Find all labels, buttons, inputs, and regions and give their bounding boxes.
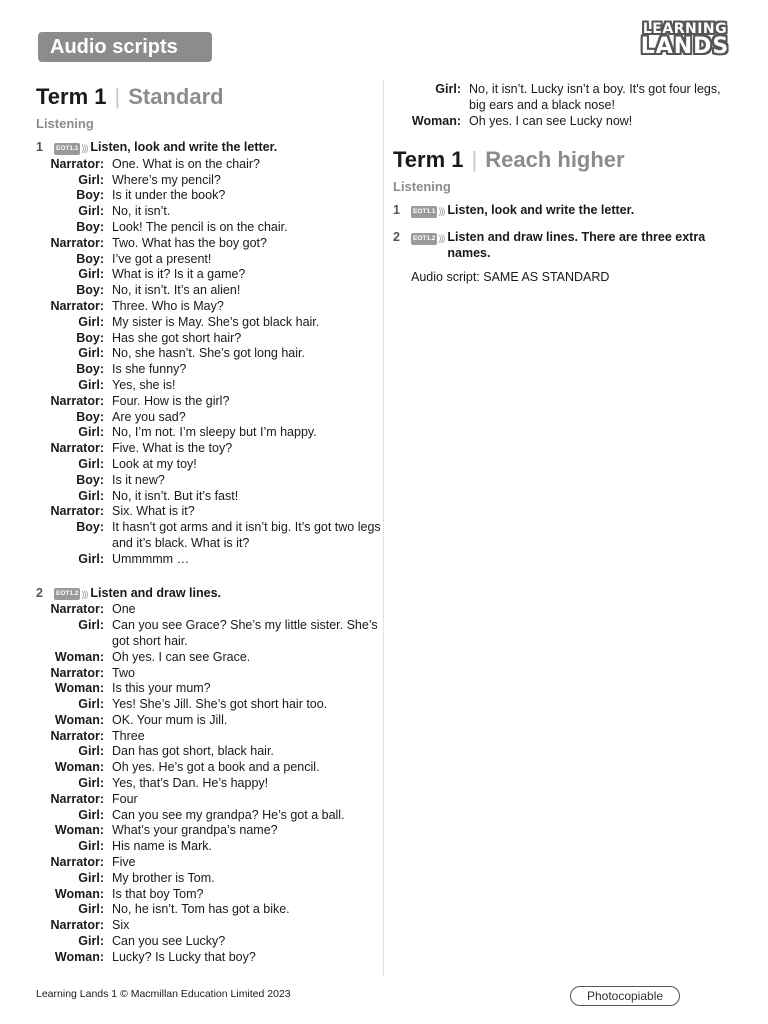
sound-waves-icon: ))) (438, 233, 445, 244)
heading-separator: | (114, 84, 121, 109)
speaker: Boy: (76, 520, 104, 535)
speaker: Woman: (54, 823, 104, 838)
exercise-list (36, 140, 381, 966)
dialogue-line (36, 602, 381, 618)
learning-lands-logo (638, 22, 732, 64)
speaker: Girl: (78, 204, 104, 219)
audio-track-icon (411, 204, 444, 220)
speaker: Girl: (78, 902, 104, 917)
dialogue-line (36, 855, 381, 871)
section-label: Listening (36, 116, 94, 131)
speaker: Narrator: (50, 602, 104, 617)
speaker: Girl: (78, 488, 104, 503)
speaker: Narrator: (50, 298, 104, 313)
dialogue-line (36, 839, 381, 855)
line-text: No, she hasn’t. She’s got long hair. (112, 346, 305, 361)
line-text: Is this your mum? (112, 681, 211, 696)
speaker: Girl: (78, 172, 104, 187)
line-text: Yes, that’s Dan. He’s happy! (112, 776, 269, 791)
exercise-instruction: Listen and draw lines. There are three extra names. (447, 230, 706, 260)
logo-line-2: LANDS (640, 34, 730, 59)
line-text: My brother is Tom. (112, 870, 215, 885)
line-text: Has she got short hair? (112, 330, 242, 345)
exercise-number: 2 (393, 230, 400, 245)
footer-copyright: Learning Lands 1 © Macmillan Education Limited 2023 (36, 988, 291, 1000)
line-text: It hasn’t got arms and it isn’t big. It’s got two legs and it’s black. What is it? (112, 520, 381, 550)
speaker: Narrator: (50, 235, 104, 250)
speaker: Boy: (76, 283, 104, 298)
speaker: Boy: (76, 219, 104, 234)
line-text: No, I’m not. I’m sleepy but I’m happy. (112, 425, 317, 440)
heading-separator: | (471, 147, 478, 173)
speaker: Girl: (78, 870, 104, 885)
line-text: Is it new? (112, 472, 165, 487)
speaker: Girl: (78, 551, 104, 566)
exercise-list (393, 203, 738, 261)
dialogue-line (36, 157, 381, 173)
line-text: OK. Your mum is Jill. (112, 712, 228, 727)
speaker: Woman: (54, 649, 104, 664)
line-text: Six (112, 918, 130, 933)
line-text: What is it? Is it a game? (112, 267, 246, 282)
dialogue-line (36, 299, 381, 315)
line-text: Is it under the book? (112, 188, 226, 203)
line-text: Yes! She’s Jill. She’s got short hair too. (112, 697, 328, 712)
speaker: Narrator: (50, 504, 104, 519)
speaker: Boy: (76, 188, 104, 203)
speaker: Girl: (78, 807, 104, 822)
dialogue-line (36, 173, 381, 189)
dialogue-line (36, 744, 381, 760)
dialogue-line (36, 457, 381, 473)
speaker: Girl: (78, 314, 104, 329)
logo-line-1: LEARNING (642, 21, 728, 37)
dialogue-line (36, 666, 381, 682)
speaker: Woman: (54, 712, 104, 727)
speaker: Narrator: (50, 728, 104, 743)
line-text: Where’s my pencil? (112, 172, 221, 187)
track-number: EOT1.2 (54, 588, 80, 600)
line-text: No, he isn’t. Tom has got a bike. (112, 902, 290, 917)
line-text: Ummmmm … (112, 551, 190, 566)
photocopiable-badge: Photocopiable (570, 986, 680, 1006)
line-text: No, it isn’t. Lucky isn’t a boy. It's got four legs, big ears and a black nose! (469, 82, 721, 112)
speaker: Narrator: (50, 441, 104, 456)
line-text: Are you sad? (112, 409, 186, 424)
dialogue-line (36, 441, 381, 457)
dialogue-line (36, 489, 381, 505)
dialogue (36, 157, 381, 568)
dialogue-line (36, 950, 381, 966)
dialogue-line (36, 331, 381, 347)
speaker: Narrator: (50, 918, 104, 933)
speaker: Boy: (76, 362, 104, 377)
audio-track-icon (54, 587, 87, 603)
dialogue-line (36, 713, 381, 729)
page-banner: Audio scripts (38, 32, 212, 62)
exercise-instruction: Listen, look and write the letter. (90, 140, 278, 154)
line-text: Dan has got short, black hair. (112, 744, 274, 759)
dialogue-line (36, 425, 381, 441)
dialogue-line (36, 650, 381, 666)
dialogue-line (36, 252, 381, 268)
speaker: Narrator: (50, 855, 104, 870)
line-text: Five (112, 855, 136, 870)
level-title: Standard (128, 84, 224, 109)
line-text: Oh yes. I can see Grace. (112, 649, 251, 664)
dialogue-line (36, 792, 381, 808)
dialogue-line (36, 681, 381, 697)
line-text: His name is Mark. (112, 839, 213, 854)
exercise (393, 230, 738, 262)
speaker: Narrator: (50, 791, 104, 806)
speaker: Girl: (78, 377, 104, 392)
dialogue-line (36, 823, 381, 839)
dialogue-line (36, 934, 381, 950)
line-text: Two. What has the boy got? (112, 235, 267, 250)
left-column (36, 82, 381, 976)
line-text: Is she funny? (112, 362, 187, 377)
dialogue-line (36, 346, 381, 362)
line-text: No, it isn’t. But it’s fast! (112, 488, 239, 503)
speaker: Girl: (78, 934, 104, 949)
right-column (393, 82, 738, 286)
dialogue-line (36, 760, 381, 776)
line-text: Look! The pencil is on the chair. (112, 219, 288, 234)
exercise-number: 2 (36, 585, 43, 600)
sound-waves-icon: ))) (438, 206, 445, 217)
dialogue-line (36, 362, 381, 378)
line-text: Oh yes. I can see Lucky now! (469, 113, 633, 128)
exercise-heading (393, 230, 738, 262)
speaker: Boy: (76, 251, 104, 266)
exercise (36, 586, 381, 966)
dialogue-line (36, 871, 381, 887)
speaker: Boy: (76, 330, 104, 345)
exercise-heading (36, 586, 381, 603)
exercise-heading (36, 140, 381, 157)
speaker: Girl: (78, 456, 104, 471)
speaker: Narrator: (50, 665, 104, 680)
line-text: Can you see Grace? She’s my little sister. She’s got short hair. (112, 618, 378, 648)
term-title: Term 1 (393, 147, 464, 173)
speaker: Woman: (54, 949, 104, 964)
dialogue-line (36, 618, 381, 650)
speaker: Woman: (411, 113, 461, 128)
speaker: Girl: (78, 267, 104, 282)
line-text: Yes, she is! (112, 377, 176, 392)
line-text: One (112, 602, 136, 617)
dialogue-line (36, 552, 381, 568)
continued-dialogue (393, 82, 738, 129)
line-text: I’ve got a present! (112, 251, 212, 266)
speaker: Girl: (78, 618, 104, 633)
dialogue-line (36, 315, 381, 331)
exercise (36, 140, 381, 568)
line-text: Is that boy Tom? (112, 886, 204, 901)
audio-script-note: Audio script: SAME AS STANDARD (411, 269, 610, 284)
dialogue-line (36, 808, 381, 824)
dialogue (36, 602, 381, 965)
dialogue-line (393, 82, 738, 114)
line-text: Four. How is the girl? (112, 393, 230, 408)
line-text: No, it isn’t. It’s an alien! (112, 283, 241, 298)
line-text: One. What is on the chair? (112, 156, 260, 171)
line-text: What’s your grandpa’s name? (112, 823, 278, 838)
exercise-instruction: Listen and draw lines. (90, 585, 221, 600)
speaker: Boy: (76, 472, 104, 487)
column-divider (383, 80, 384, 975)
line-text: Three. Who is May? (112, 298, 224, 313)
line-text: Five. What is the toy? (112, 441, 233, 456)
line-text: Two (112, 665, 135, 680)
exercise-instruction: Listen, look and write the letter. (447, 203, 635, 218)
exercise-heading (393, 203, 738, 220)
speaker: Girl: (78, 697, 104, 712)
line-text: Lucky? Is Lucky that boy? (112, 949, 256, 964)
speaker: Narrator: (50, 156, 104, 171)
dialogue-line (36, 902, 381, 918)
dialogue-line (36, 473, 381, 489)
dialogue-line (36, 188, 381, 204)
exercise-number: 1 (393, 203, 400, 218)
dialogue-line (36, 378, 381, 394)
line-text: Can you see Lucky? (112, 934, 226, 949)
dialogue-line (393, 114, 738, 130)
line-text: Can you see my grandpa? He’s got a ball. (112, 807, 345, 822)
dialogue-line (36, 918, 381, 934)
dialogue-line (36, 283, 381, 299)
speaker: Girl: (78, 839, 104, 854)
speaker: Girl: (78, 346, 104, 361)
sound-waves-icon: ))) (81, 588, 88, 599)
dialogue-line (36, 504, 381, 520)
audio-track-icon (54, 141, 87, 157)
speaker: Girl: (78, 744, 104, 759)
level-title: Reach higher (485, 147, 625, 173)
dialogue-line (36, 776, 381, 792)
exercise (393, 203, 738, 220)
term-heading-standard (36, 82, 381, 112)
line-text: Oh yes. He’s got a book and a pencil. (112, 760, 320, 775)
dialogue-line (36, 204, 381, 220)
line-text: Look at my toy! (112, 456, 197, 471)
exercise-number: 1 (36, 140, 43, 154)
dialogue-line (36, 520, 381, 552)
section-label: Listening (393, 179, 451, 195)
dialogue-line (36, 410, 381, 426)
speaker: Boy: (76, 409, 104, 424)
dialogue-line (36, 729, 381, 745)
line-text: My sister is May. She’s got black hair. (112, 314, 320, 329)
speaker: Woman: (54, 886, 104, 901)
term-heading-reach-higher (393, 145, 738, 175)
dialogue-line (36, 236, 381, 252)
speaker: Woman: (54, 681, 104, 696)
line-text: Six. What is it? (112, 504, 195, 519)
audio-track-icon (411, 231, 444, 247)
dialogue-line (36, 267, 381, 283)
speaker: Narrator: (50, 393, 104, 408)
track-number: EOT1.2 (411, 233, 437, 245)
term-title: Term 1 (36, 84, 107, 109)
dialogue-line (36, 887, 381, 903)
track-number: EOT1.1 (54, 143, 80, 155)
speaker: Girl: (435, 82, 461, 96)
line-text: Three (112, 728, 145, 743)
dialogue-line (36, 220, 381, 236)
sound-waves-icon: ))) (81, 143, 88, 153)
speaker: Girl: (78, 776, 104, 791)
line-text: Four (112, 791, 138, 806)
speaker: Girl: (78, 425, 104, 440)
dialogue-line (36, 394, 381, 410)
track-number: EOT1.1 (411, 206, 437, 218)
speaker: Woman: (54, 760, 104, 775)
line-text: No, it isn’t. (112, 204, 171, 219)
dialogue-line (36, 697, 381, 713)
